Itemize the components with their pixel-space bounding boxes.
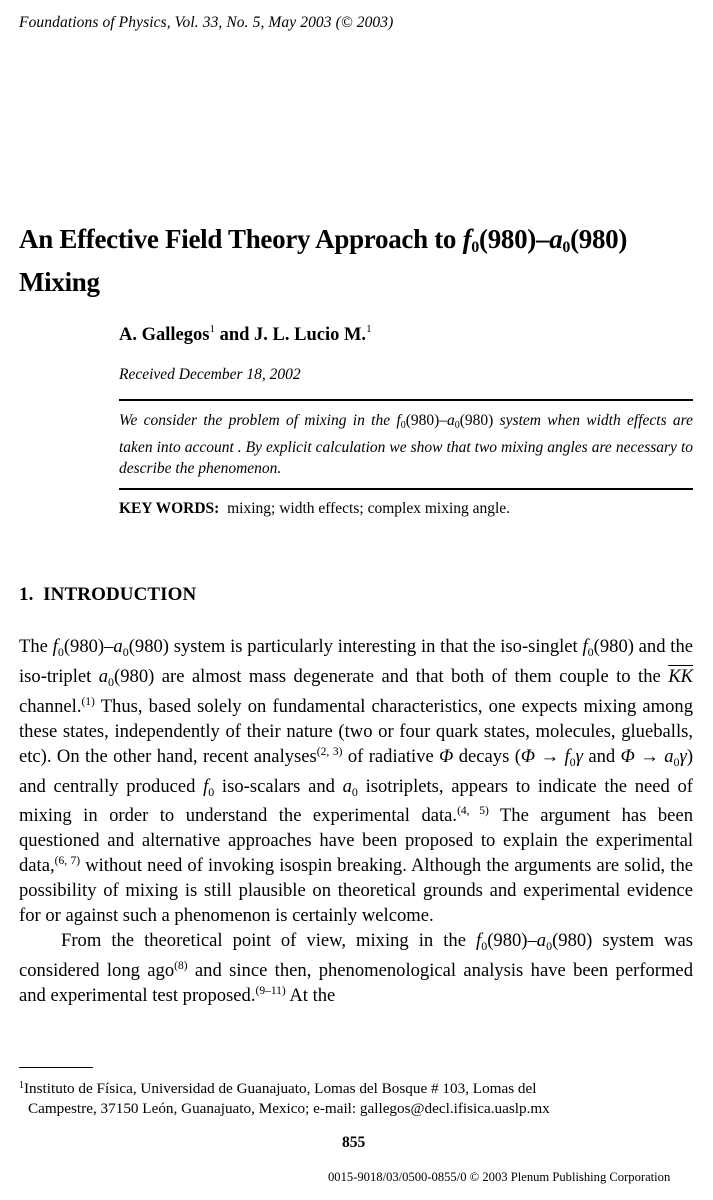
math-symbol-kk: $\overline{KK}$ [668, 665, 694, 687]
title-text: An Effective Field Theory Approach to [19, 224, 463, 254]
received-date: Received December 18, 2002 [119, 366, 301, 383]
author-name: J. L. Lucio M. [254, 325, 367, 345]
citation[interactable]: (2, 3) [316, 745, 343, 758]
abstract-text: We consider the problem of mixing in the [119, 412, 397, 429]
author-conjunction: and [214, 325, 255, 345]
paragraph: From the theoretical point of view, mixing in the $f_0(980)-a_0(980)$ system was considered long ago$^{(8)}$ and since then, phenomenological analysis have been performed and experimental test proposed.$^{(9-11)}$ At the [19, 929, 694, 1006]
title-text: Mixing [19, 267, 100, 297]
citation[interactable]: (9–11) [255, 984, 286, 997]
author-name: A. Gallegos [119, 325, 210, 345]
title-text: (980)– [479, 224, 550, 254]
title-text: (980) [570, 224, 628, 254]
paragraph: The $f_0(980)-a_0(980)$ system is particularly interesting in that the iso-singlet $f_0(980)$ and the iso-triplet $a_0(980)$ are almost mass degenerate and that both of them couple to the $\overline{KK}$ channel.$^{(1)}$ Thus, based solely on fundamental characteristics, one expects mixing among these states, independently of their nature (two or four quark states, molecules, glueballs, etc). On the other hand, recent analyses$^{(2, 3)}$ of radiative Φ decays ($\Phi \to f_0\gamma$ and $\Phi \to a_0\gamma$) and centrally produced $f_0$ iso-scalars and $a_0$ isotriplets, appears to indicate the need of mixing in order to understand the experimental data.$^{(4, 5)}$ The argument has been questioned and alternative approaches have been proposed to explain the experimental data,$^{(6, 7)}$ without need of invoking isospin breaking. Although the arguments are solid, the possibility of mixing is still plausible on theoretical grounds and experimental evidence for or against such a phenomenon is certainly welcome. [19, 636, 694, 927]
title-symbol: a [549, 224, 563, 254]
footnote-rule [19, 1067, 93, 1068]
copyright-line: 0015-9018/03/0500-0855/0 © 2003 Plenum Publishing Corporation [328, 1170, 671, 1184]
citation[interactable]: (4, 5) [457, 805, 489, 818]
author-list [119, 323, 372, 346]
keywords [119, 500, 510, 518]
journal-header: Foundations of Physics, Vol. 33, No. 5, May 2003 (© 2003) [19, 14, 394, 31]
footnote-text: Instituto de Física, Universidad de Guanajuato, Lomas del Bosque # 103, Lomas del [24, 1080, 537, 1097]
abstract-top-rule [119, 399, 693, 401]
body-text [19, 635, 693, 1009]
section-title: INTRODUCTION [43, 584, 197, 605]
footnote-mark: 1 [19, 1080, 24, 1091]
abstract-text: system when width effects are taken into account . By explicit calculation we show that two mixing angles are necessary to describe the phenomenon. [119, 412, 693, 477]
keywords-label: KEY WORDS: [119, 500, 220, 517]
footnote-text: Campestre, 37150 León, Guanajuato, Mexico; e-mail: gallegos@decl.ifisica.uaslp.mx [28, 1100, 550, 1117]
title-subscript: 0 [471, 239, 479, 256]
footnote-mark[interactable]: 1 [209, 323, 215, 335]
footnote [19, 1076, 693, 1119]
abstract [119, 410, 693, 480]
keywords-value: mixing; width effects; complex mixing angle. [227, 500, 511, 517]
page-number: 855 [342, 1134, 366, 1151]
math-symbol: f [396, 412, 401, 429]
title-symbol: f [462, 224, 472, 254]
math-text: (980) [459, 412, 494, 429]
section-heading [19, 584, 196, 606]
section-number: 1. [19, 584, 34, 605]
footnote-mark[interactable]: 1 [366, 323, 372, 335]
math-subscript: 0 [454, 420, 460, 431]
math-symbol: a [447, 412, 455, 429]
math-subscript: 0 [400, 420, 406, 431]
citation[interactable]: (1) [81, 695, 95, 708]
title-subscript: 0 [562, 239, 571, 256]
abstract-bottom-rule [119, 488, 693, 490]
math-text: (980)– [405, 412, 448, 429]
citation[interactable]: (6, 7) [54, 855, 81, 868]
paper-title [19, 222, 709, 299]
citation[interactable]: (8) [174, 959, 188, 972]
